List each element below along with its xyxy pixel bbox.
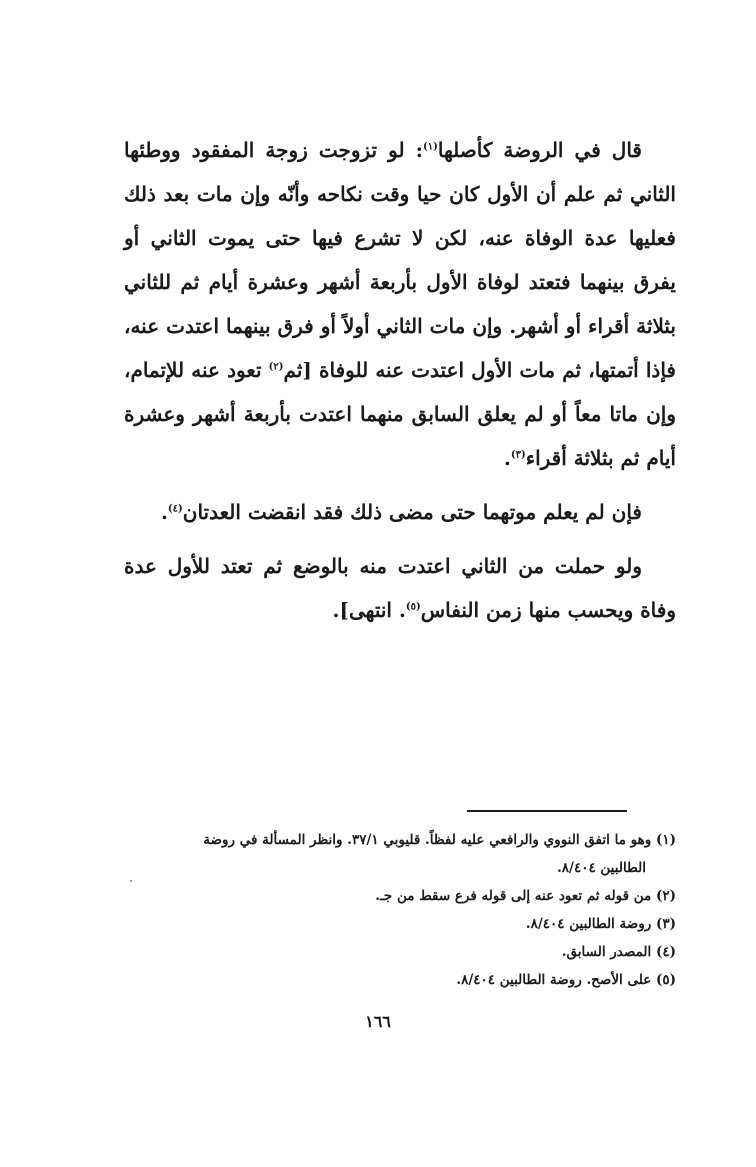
paragraph-1-text-a: قال في الروضة كأصلها — [437, 138, 642, 162]
paragraph-3-text: ولو حملت من الثاني اعتدت منه بالوضع ثم تعتد للأول عدة وفاة ويحسب منها زمن النفاس — [124, 554, 676, 622]
paragraph-2 — [124, 490, 676, 534]
footnotes-block — [76, 826, 676, 994]
footnote-ref-4: (٤) — [167, 503, 183, 515]
page-number: ١٦٦ — [365, 1012, 391, 1031]
footnote-ref-2: (٢) — [268, 361, 284, 373]
paragraph-3-end: . انتهى]. — [332, 598, 406, 622]
footnote-divider — [467, 810, 627, 812]
footnote-1: (١) وهو ما اتفق النووي والرافعي عليه لفظاً. قليوبي ٣٧/١. وانظر المسألة في روضة — [203, 832, 676, 848]
paragraph-1 — [124, 128, 676, 480]
footnote-3: (٣) روضة الطالبين ٨/٤٠٤. — [525, 916, 676, 932]
footnote-ref-3: (٣) — [510, 449, 526, 461]
footnote-4: (٤) المصدر السابق. — [561, 944, 676, 960]
footnote-2: (٢) من قوله ثم تعود عنه إلى قوله فرع سقط من جـ. — [375, 888, 676, 904]
footnote-ref-5: (٥) — [405, 601, 421, 613]
scan-speck — [130, 880, 132, 882]
paragraph-1-text-c: تعود عنه للإتمام، وإن ماتا معاً أو لم يعلق السابق منهما اعتدت بأربعة أشهر وعشرة أيام ثم بثلاثة أقراء — [124, 358, 676, 470]
paragraph-3 — [124, 544, 676, 632]
footnote-1-continuation: الطالبين ٨/٤٠٤. — [557, 860, 646, 876]
paragraph-2-text: فإن لم يعلم موتهما حتى مضى ذلك فقد انقضت العدتان — [182, 500, 642, 524]
paragraph-1-text-b: : لو تزوجت زوجة المفقود ووطئها الثاني ثم علم أن الأول كان حيا وقت نكاحه وأنّه وإن مات بعد ذلك فعليها عدة الوفاة عنه، لكن لا تشرع فيها حتى يموت الثاني أو يفرق بينهما فتعتد لوفاة الأول بأربعة أشهر وعشرة أيام ثم للثاني بثلاثة أقراء أو أشهر. وإن مات الثاني أولاً أو فرق بينهما اعتدت عنه، فإذا أتمتها، ثم مات الأول اعتدت عنه للوفاة [ثم — [124, 138, 676, 382]
paragraph-1-end: . — [503, 446, 511, 470]
footnote-ref-1: (١) — [423, 141, 438, 153]
main-text-block — [124, 128, 676, 632]
paragraph-2-end: . — [160, 500, 168, 524]
footnote-5: (٥) على الأصح. روضة الطالبين ٨/٤٠٤. — [456, 972, 676, 988]
